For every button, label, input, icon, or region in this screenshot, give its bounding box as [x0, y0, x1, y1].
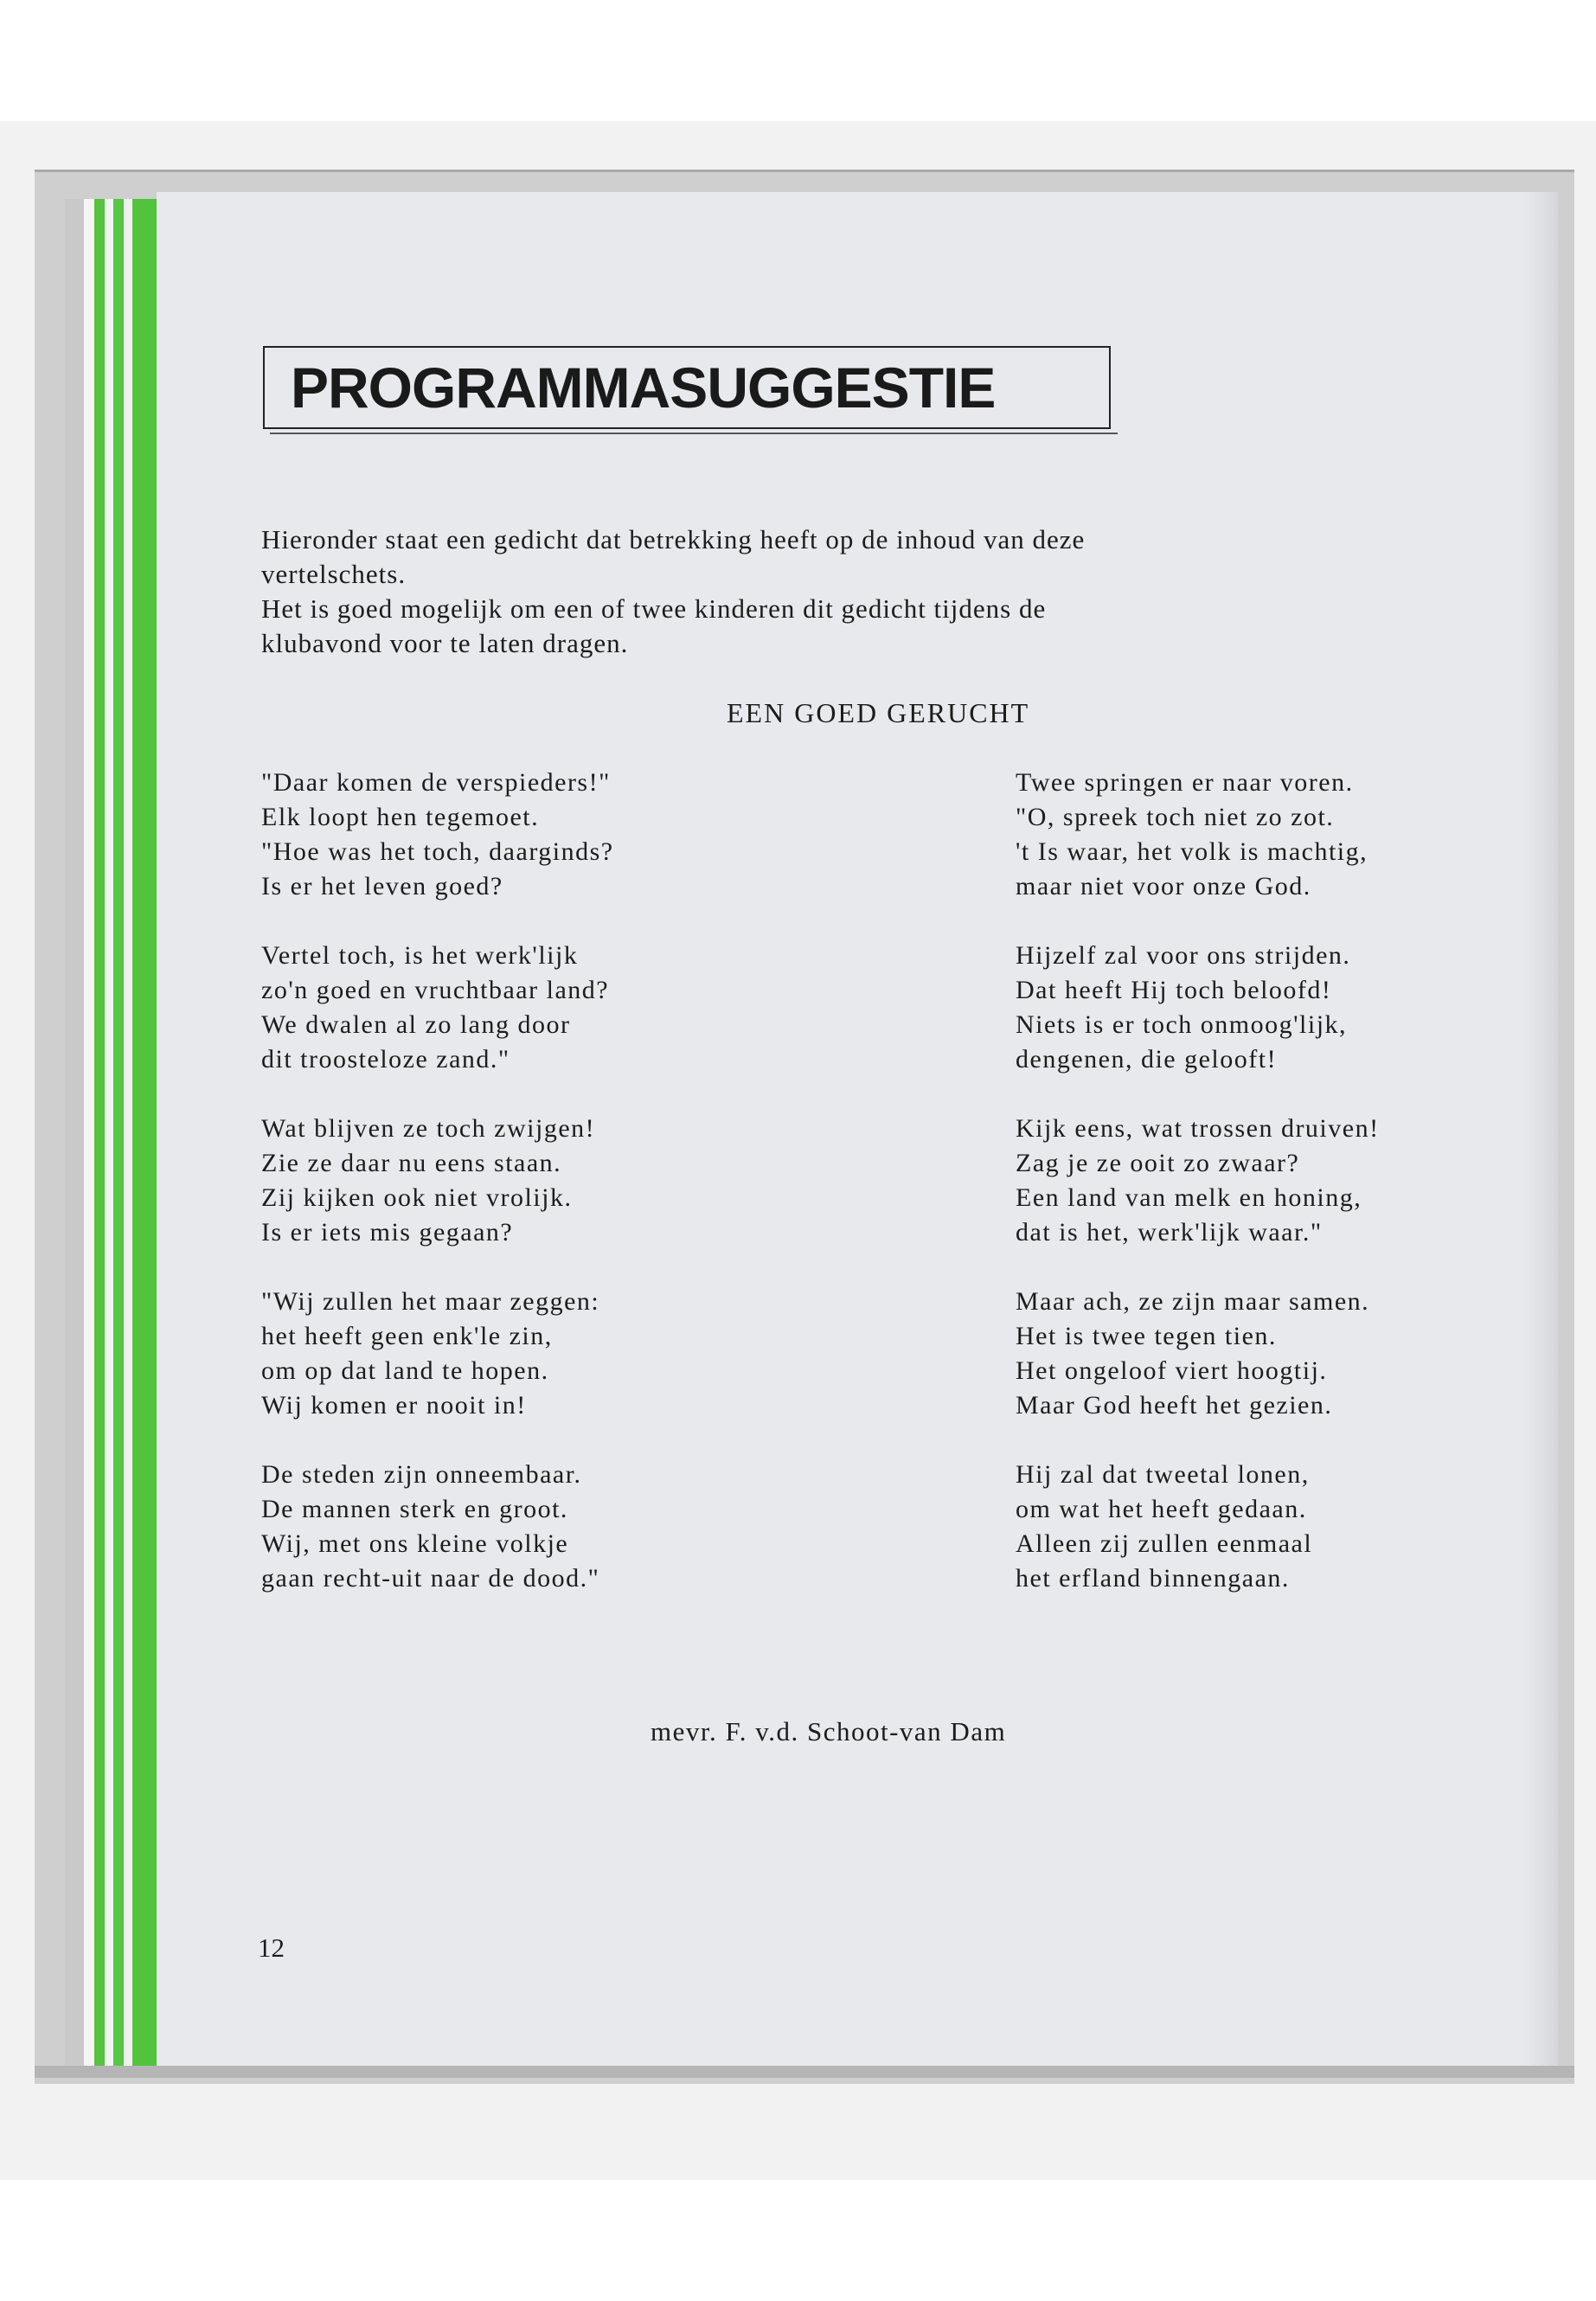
poem-line: We dwalen al zo lang door — [261, 1010, 571, 1039]
poem-line: Is er het leven goed? — [261, 872, 503, 901]
page-edge-grey — [65, 199, 84, 2067]
poem-line: Maar ach, ze zijn maar samen. — [1016, 1287, 1370, 1316]
heading-box — [263, 346, 1111, 429]
poem-line: Wij komen er nooit in! — [261, 1391, 527, 1420]
poem-line: Een land van melk en honing, — [1016, 1183, 1362, 1212]
page-edge-green — [132, 199, 157, 2067]
poem-line: De mannen sterk en groot. — [261, 1495, 568, 1523]
intro-line: klubavond voor te laten dragen. — [261, 628, 629, 658]
poem-line: Hijzelf zal voor ons strijden. — [1016, 941, 1351, 970]
poem-line: Wat blijven ze toch zwijgen! — [261, 1114, 596, 1143]
poem-stanza — [1016, 1285, 1500, 1423]
poem-line: het heeft geen enk'le zin, — [261, 1322, 553, 1350]
intro-line: Hieronder staat een gedicht dat betrekking heeft op de inhoud van deze — [261, 524, 1086, 554]
poem-line: Zag je ze ooit zo zwaar? — [1016, 1149, 1300, 1177]
poem-line: "Daar komen de verspieders!" — [261, 768, 611, 797]
poem-line: Hij zal dat tweetal lonen, — [1016, 1460, 1310, 1489]
poem-left-column — [261, 766, 746, 1631]
poem-line: dat is het, werk'lijk waar." — [1016, 1218, 1323, 1247]
poem-stanza — [261, 1285, 746, 1423]
poem-line: De steden zijn onneembaar. — [261, 1460, 582, 1489]
intro-line: vertelschets. — [261, 559, 407, 589]
poem-line: Elk loopt hen tegemoet. — [261, 803, 540, 831]
poem-stanza — [261, 1112, 746, 1250]
poem-line: "Hoe was het toch, daarginds? — [261, 837, 614, 866]
poem-line: om op dat land te hopen. — [261, 1356, 549, 1385]
page-heading: PROGRAMMASUGGESTIE — [291, 356, 996, 420]
poem-stanza — [261, 1458, 746, 1596]
poem-line: maar niet voor onze God. — [1016, 872, 1311, 901]
book-bottom-edge — [35, 2066, 1574, 2078]
poem-stanza — [261, 939, 746, 1077]
poem-line: Wij, met ons kleine volkje — [261, 1529, 569, 1558]
poem-line: Is er iets mis gegaan? — [261, 1218, 514, 1247]
poem-line: het erfland binnengaan. — [1016, 1564, 1290, 1593]
poem-line: dit troosteloze zand." — [261, 1045, 510, 1074]
intro-text — [261, 522, 1334, 661]
poem-stanza — [1016, 766, 1500, 904]
poem-author: mevr. F. v.d. Schoot-van Dam — [651, 1716, 1007, 1747]
page-gutter-shadow — [1523, 192, 1558, 2066]
page-edge-white — [84, 199, 94, 2067]
poem-line: Maar God heeft het gezien. — [1016, 1391, 1333, 1420]
poem-line: Kijk eens, wat trossen druiven! — [1016, 1114, 1380, 1143]
poem-line: gaan recht-uit naar de dood." — [261, 1564, 600, 1593]
poem-line: dengenen, die gelooft! — [1016, 1045, 1278, 1074]
poem-line: "Wij zullen het maar zeggen: — [261, 1287, 600, 1316]
poem-line: Alleen zij zullen eenmaal — [1016, 1529, 1313, 1558]
poem-line: Zie ze daar nu eens staan. — [261, 1149, 562, 1177]
poem-stanza — [1016, 1458, 1500, 1596]
poem-line: Zij kijken ook niet vrolijk. — [261, 1183, 573, 1212]
poem-line: "O, spreek toch niet zo zot. — [1016, 803, 1335, 831]
poem-line: Dat heeft Hij toch beloofd! — [1016, 976, 1332, 1004]
page-number: 12 — [258, 1932, 285, 1963]
poem-line: 't Is waar, het volk is machtig, — [1016, 837, 1368, 866]
poem-title: EEN GOED GERUCHT — [727, 697, 1030, 728]
poem-line: Vertel toch, is het werk'lijk — [261, 941, 579, 970]
poem-stanza — [1016, 1112, 1500, 1250]
page-edge-white — [105, 199, 113, 2067]
poem-stanza — [1016, 939, 1500, 1077]
poem-line: Niets is er toch onmoog'lijk, — [1016, 1010, 1348, 1039]
poem-line: Twee springen er naar voren. — [1016, 768, 1354, 797]
page-edge-white — [124, 199, 132, 2067]
poem-line: zo'n goed en vruchtbaar land? — [261, 976, 610, 1004]
intro-line: Het is goed mogelijk om een of twee kinderen dit gedicht tijdens de — [261, 593, 1047, 624]
poem-stanza — [261, 766, 746, 904]
page-edge-green — [113, 199, 124, 2067]
page-edge-green — [94, 199, 105, 2067]
poem-line: Het is twee tegen tien. — [1016, 1322, 1277, 1350]
poem-line: om wat het heeft gedaan. — [1016, 1495, 1307, 1523]
poem-right-column — [1016, 766, 1500, 1631]
poem-line: Het ongeloof viert hoogtij. — [1016, 1356, 1328, 1385]
